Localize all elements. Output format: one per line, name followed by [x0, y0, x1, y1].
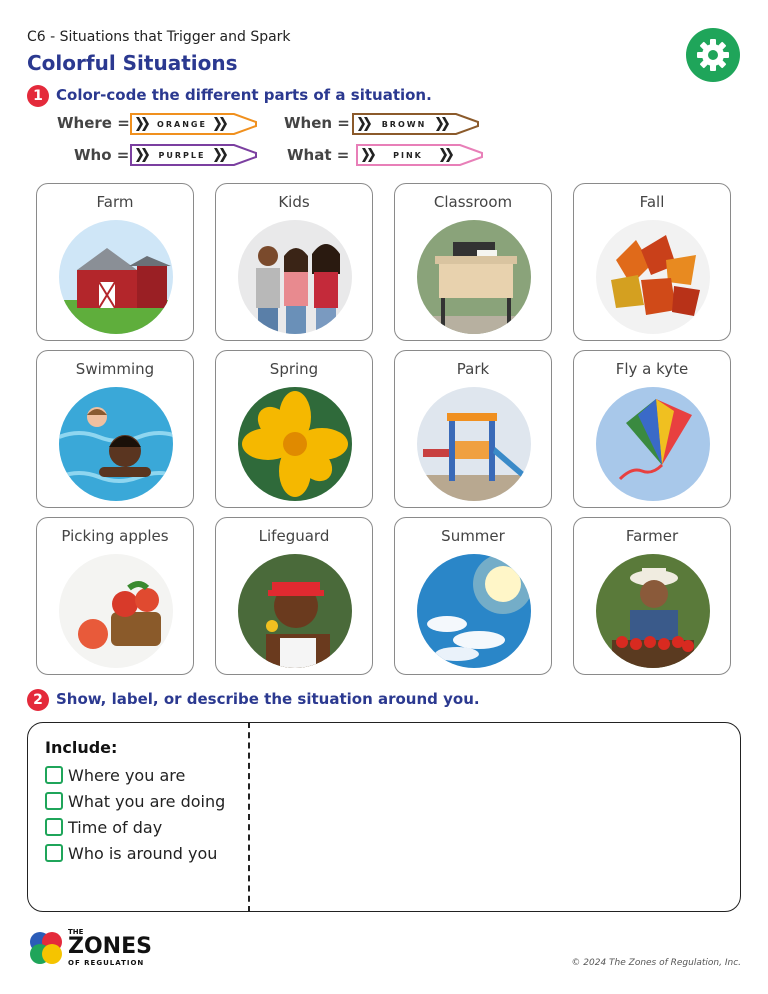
- step-number-2: 2: [27, 689, 49, 711]
- swimmers-photo: [59, 387, 173, 501]
- situation-card-fall[interactable]: [573, 183, 731, 341]
- gear-icon: [686, 28, 740, 82]
- legend-label-what: What =: [287, 146, 350, 164]
- situation-card-kite[interactable]: [573, 350, 731, 508]
- card-label: Farm: [96, 193, 134, 211]
- checklist-item-who[interactable]: [45, 843, 217, 863]
- card-label: Classroom: [433, 193, 513, 211]
- card-label: Lifeguard: [258, 527, 330, 545]
- checklist-label: Who is around you: [68, 843, 218, 863]
- card-label: Summer: [441, 527, 505, 545]
- checklist-label: Where you are: [68, 765, 186, 785]
- card-label: Farmer: [625, 527, 679, 545]
- zones-logo: [26, 928, 156, 968]
- include-title: Include:: [45, 738, 118, 757]
- situation-card-farm[interactable]: [36, 183, 194, 341]
- card-label: Swimming: [75, 360, 155, 378]
- card-label: Kids: [278, 193, 310, 211]
- card-label: Park: [456, 360, 490, 378]
- step-number-1: 1: [27, 85, 49, 107]
- farmer-photo: [596, 554, 710, 668]
- crayon-purple-label: PURPLE: [158, 150, 206, 160]
- checklist-label: What you are doing: [68, 791, 226, 811]
- zones-logo-icon: [26, 928, 66, 968]
- situation-card-summer[interactable]: [394, 517, 552, 675]
- logo-the: THE: [68, 928, 84, 936]
- situation-card-park[interactable]: [394, 350, 552, 508]
- worksheet-title: Colorful Situations: [27, 51, 238, 75]
- checklist-item-where[interactable]: [45, 765, 185, 785]
- logo-of-regulation: OF REGULATION: [68, 959, 145, 967]
- copyright-text: © 2024 The Zones of Regulation, Inc.: [571, 958, 741, 968]
- kite-photo: [596, 387, 710, 501]
- crayon-pink-icon: [356, 143, 484, 167]
- situation-card-spring[interactable]: [215, 350, 373, 508]
- card-label: Picking apples: [61, 527, 169, 545]
- situation-card-farmer[interactable]: [573, 517, 731, 675]
- apples-photo: [59, 554, 173, 668]
- checkbox[interactable]: [45, 844, 63, 862]
- worksheet-subtitle: C6 - Situations that Trigger and Spark: [27, 29, 291, 45]
- situation-card-picking-apples[interactable]: [36, 517, 194, 675]
- card-label: Fly a kyte: [615, 360, 689, 378]
- card-label: Fall: [639, 193, 665, 211]
- situation-card-swimming[interactable]: [36, 350, 194, 508]
- legend-label-when: When =: [284, 114, 350, 132]
- crayon-orange-icon: [130, 112, 258, 136]
- kids-photo: [238, 220, 352, 334]
- sunny-sky-photo: [417, 554, 531, 668]
- barn-photo: [59, 220, 173, 334]
- checkbox[interactable]: [45, 766, 63, 784]
- desk-photo: [417, 220, 531, 334]
- logo-zones: ZONES: [68, 934, 152, 959]
- checklist-item-time[interactable]: [45, 817, 162, 837]
- crayon-orange-label: ORANGE: [157, 119, 207, 129]
- checklist-item-doing[interactable]: [45, 791, 225, 811]
- dashed-divider: [248, 722, 250, 912]
- situation-card-lifeguard[interactable]: [215, 517, 373, 675]
- crayon-brown-label: BROWN: [381, 119, 427, 129]
- checkbox[interactable]: [45, 792, 63, 810]
- legend-label-who: Who =: [74, 146, 130, 164]
- lifeguard-photo: [238, 554, 352, 668]
- card-label: Spring: [269, 360, 319, 378]
- crayon-purple-icon: [130, 143, 258, 167]
- yellow-flower-photo: [238, 387, 352, 501]
- legend-label-where: Where =: [57, 114, 130, 132]
- crayon-pink-label: PINK: [393, 150, 423, 160]
- step2-instruction: Show, label, or describe the situation around you.: [56, 690, 480, 708]
- checkbox[interactable]: [45, 818, 63, 836]
- situation-card-classroom[interactable]: [394, 183, 552, 341]
- checklist-label: Time of day: [68, 817, 163, 837]
- autumn-leaves-photo: [596, 220, 710, 334]
- step1-instruction: Color-code the different parts of a situation.: [56, 86, 432, 104]
- situation-card-kids[interactable]: [215, 183, 373, 341]
- crayon-brown-icon: [352, 112, 480, 136]
- playground-photo: [417, 387, 531, 501]
